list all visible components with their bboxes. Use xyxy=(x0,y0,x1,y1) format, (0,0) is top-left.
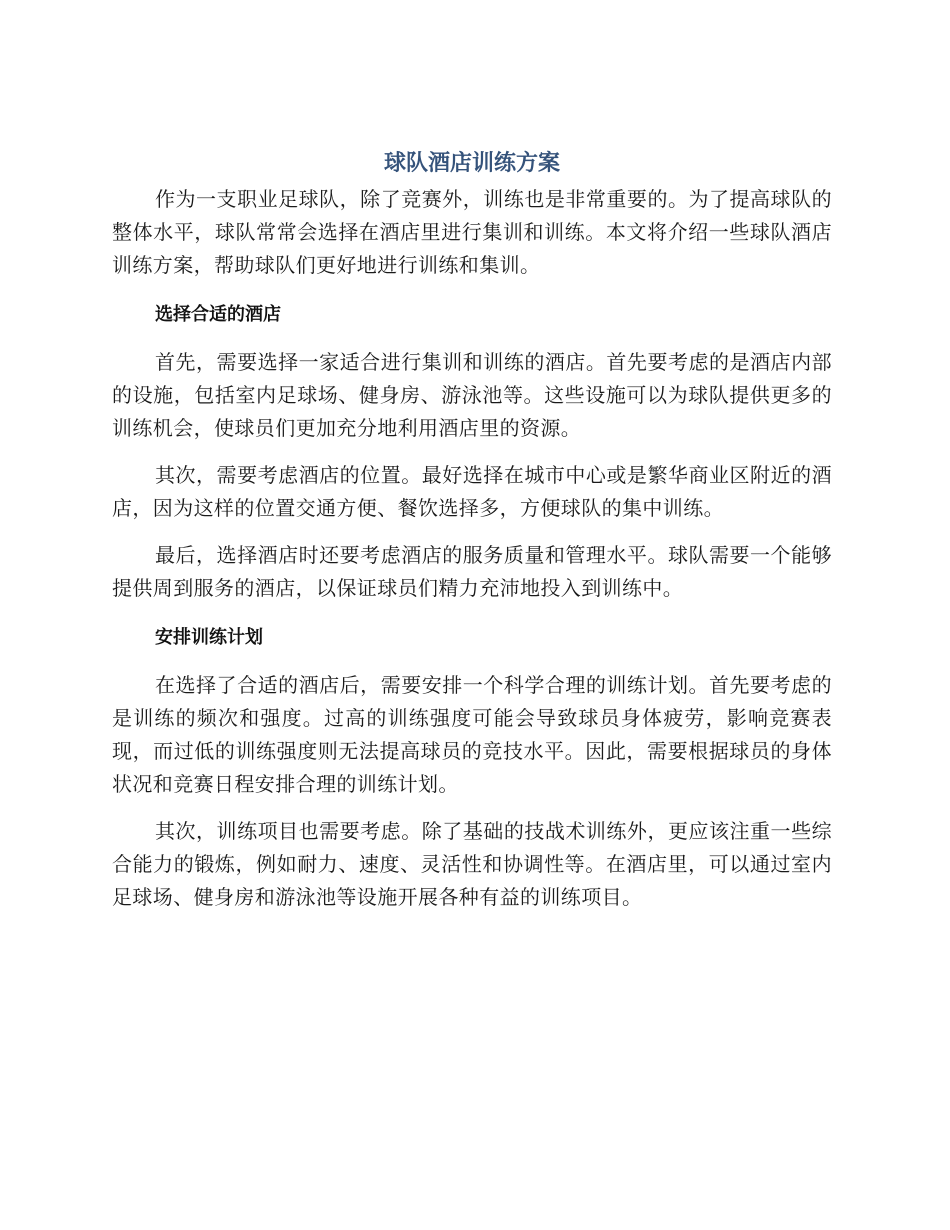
paragraph: 在选择了合适的酒店后，需要安排一个科学合理的训练计划。首先要考虑的是训练的频次和强度。过高的训练强度可能会导致球员身体疲劳，影响竞赛表现，而过低的训练强度则无法提高球员的竞技水平。因此，需要根据球员的身体状况和竞赛日程安排合理的训练计划。 xyxy=(112,673,832,796)
paragraph: 最后，选择酒店时还要考虑酒店的服务质量和管理水平。球队需要一个能够提供周到服务的酒店，以保证球员们精力充沛地投入到训练中。 xyxy=(112,543,832,600)
section-heading: 安排训练计划 xyxy=(155,627,263,648)
section-choose-hotel xyxy=(112,299,832,605)
section-training-plan xyxy=(112,622,832,914)
paragraph: 首先，需要选择一家适合进行集训和训练的酒店。首先要考虑的是酒店内部的设施，包括室内足球场、健身房、游泳池等。这些设施可以为球队提供更多的训练机会，使球员们更加充分地利用酒店里的资源。 xyxy=(112,350,832,440)
paragraph: 其次，需要考虑酒店的位置。最好选择在城市中心或是繁华商业区附近的酒店，因为这样的位置交通方便、餐饮选择多，方便球队的集中训练。 xyxy=(112,463,832,520)
document-title: 球队酒店训练方案 xyxy=(383,151,560,176)
paragraph: 其次，训练项目也需要考虑。除了基础的技战术训练外，更应该注重一些综合能力的锻炼，例如耐力、速度、灵活性和协调性等。在酒店里，可以通过室内足球场、健身房和游泳池等设施开展各种有益的训练项目。 xyxy=(112,819,832,909)
intro-paragraph: 作为一支职业足球队，除了竞赛外，训练也是非常重要的。为了提高球队的整体水平，球队常常会选择在酒店里进行集训和训练。本文将介绍一些球队酒店训练方案，帮助球队们更好地进行训练和集训。 xyxy=(112,187,832,277)
section-heading: 选择合适的酒店 xyxy=(155,304,281,325)
document-body xyxy=(112,142,832,928)
